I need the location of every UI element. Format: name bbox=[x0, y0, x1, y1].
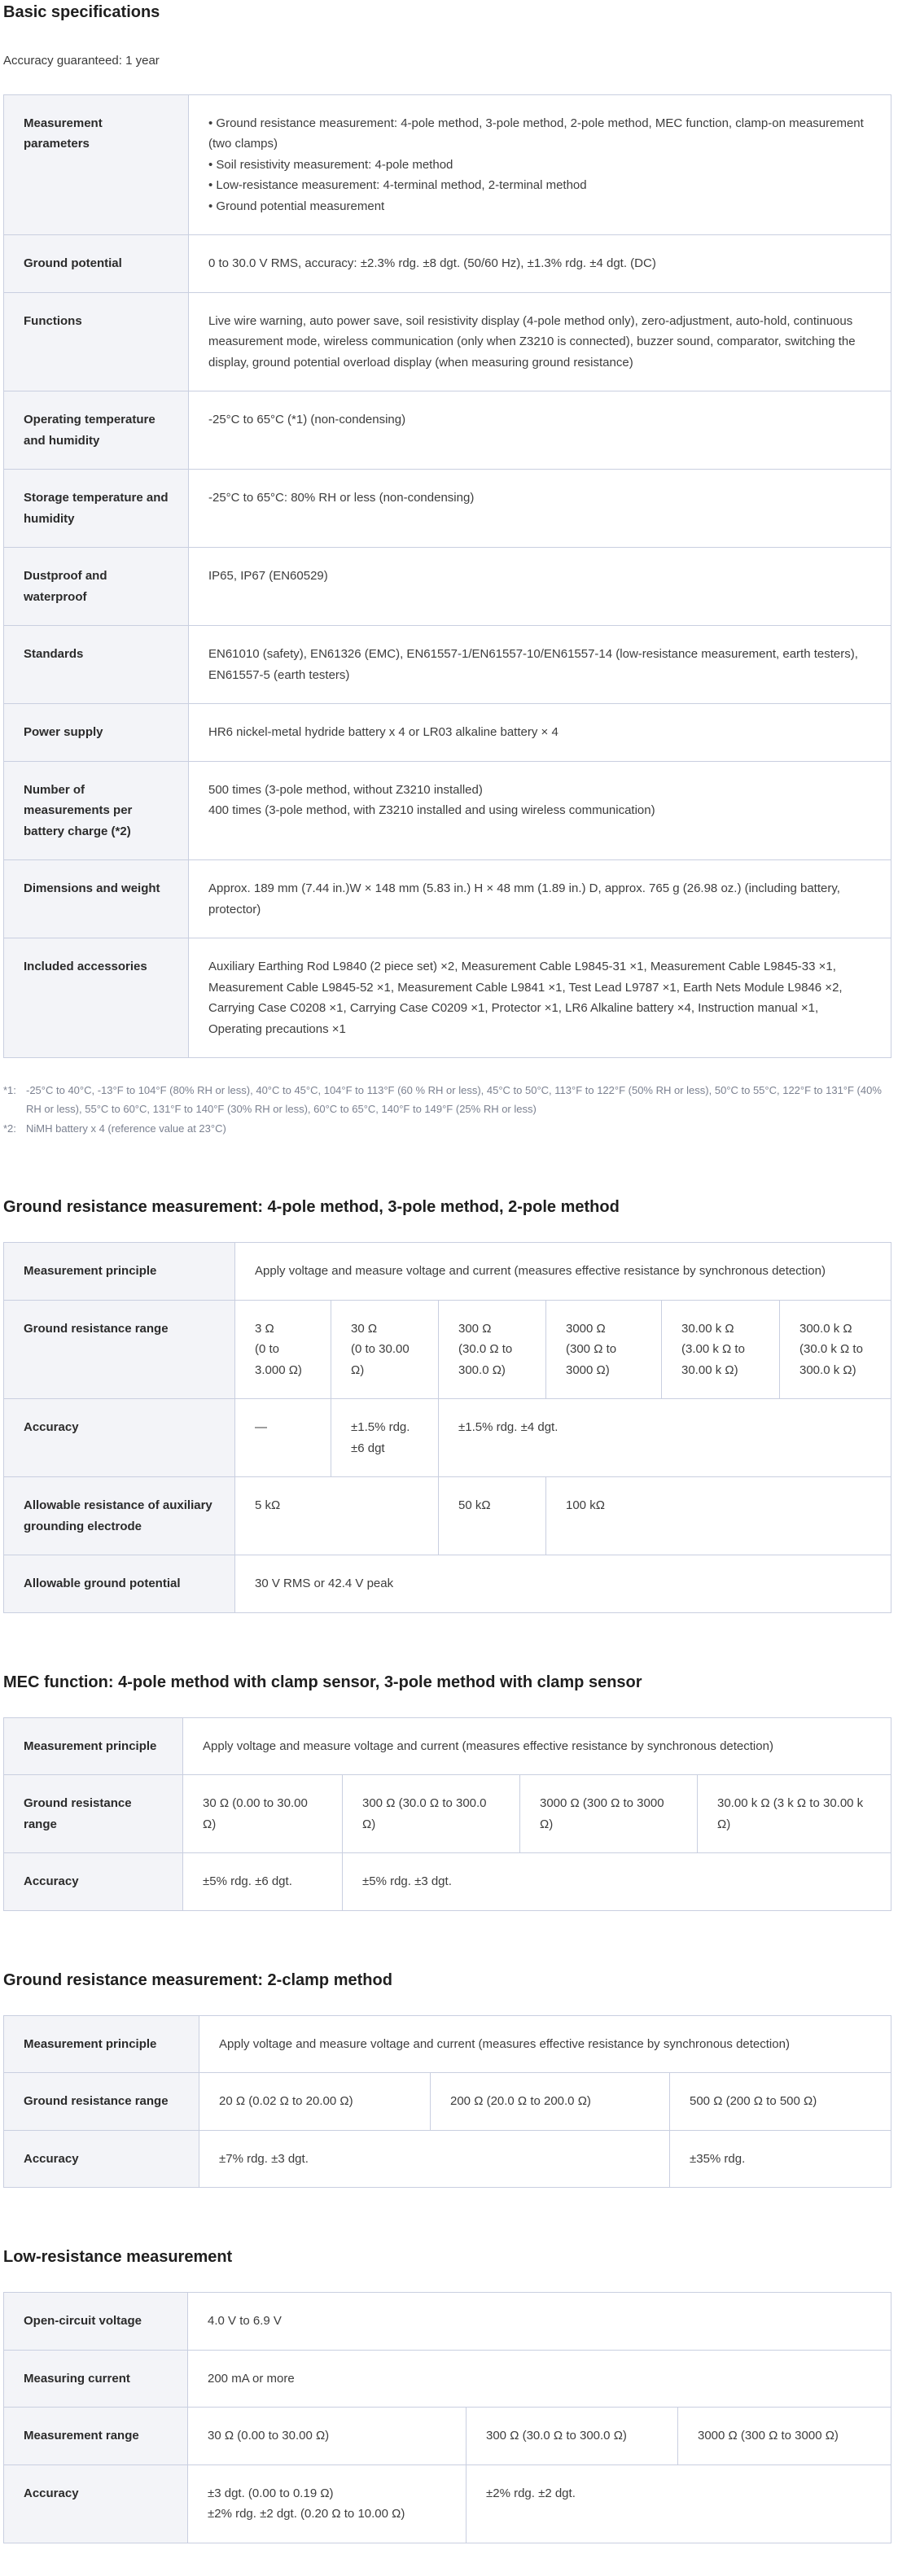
table-row bbox=[4, 235, 891, 293]
list-item: 500 times (3-pole method, without Z3210 installed) bbox=[208, 782, 483, 797]
lowres-section bbox=[3, 2246, 891, 2543]
range-span: (0 to 30.00 bbox=[351, 1342, 410, 1357]
range-cell: 300 Ω (30.0 Ω to 300.0 Ω) bbox=[343, 1775, 520, 1853]
mec-table bbox=[3, 1717, 891, 1911]
mec-section bbox=[3, 1672, 891, 1911]
ground-4pole-table bbox=[3, 1242, 891, 1613]
row-label: Measurement principle bbox=[4, 2015, 199, 2073]
range-span: 3.000 Ω) bbox=[255, 1362, 302, 1377]
range-cell bbox=[235, 1300, 331, 1399]
accuracy-cell: ±1.5% rdg. ±4 dgt. bbox=[439, 1399, 891, 1477]
row-label: Accuracy bbox=[4, 1853, 183, 1911]
list-item: 400 times (3-pole method, with Z3210 installed and using wireless communication) bbox=[208, 803, 655, 817]
table-row bbox=[4, 1399, 891, 1477]
row-label: Number of measurements per battery charge (*2) bbox=[4, 761, 189, 860]
row-label: Measurement principle bbox=[4, 1717, 183, 1775]
row-value: Live wire warning, auto power save, soil resistivity display (4-pole method only), zero-adjustment, auto-hold, continuous measurement mode, wireless communication (only when Z3210 is connected), buzzer sound, comparator, switching the display, ground potential overload display (when measuring ground resistance) bbox=[189, 292, 891, 391]
accuracy-guaranteed: Accuracy guaranteed: 1 year bbox=[3, 54, 160, 68]
row-label: Measurement range bbox=[4, 2408, 188, 2465]
range-cell: 30 Ω (0.00 to 30.00 Ω) bbox=[188, 2408, 467, 2465]
range-cell: 500 Ω (200 Ω to 500 Ω) bbox=[670, 2073, 891, 2131]
range-span: 30.00 k Ω) bbox=[681, 1362, 738, 1377]
table-row bbox=[4, 1300, 891, 1399]
range-cell: 200 Ω (20.0 Ω to 200.0 Ω) bbox=[431, 2073, 670, 2131]
table-row bbox=[4, 470, 891, 548]
accuracy-line: ±2% rdg. ±2 dgt. (0.20 Ω to 10.00 Ω) bbox=[208, 2507, 405, 2521]
range-name: 300.0 k Ω bbox=[799, 1321, 852, 1336]
row-value: EN61010 (safety), EN61326 (EMC), EN61557-1/EN61557-10/EN61557-14 (low-resistance measurement, earth testers), EN61557-5 (earth testers) bbox=[189, 626, 891, 704]
list-item: • Low-resistance measurement: 4-terminal method, 2-terminal method bbox=[208, 178, 587, 192]
section-title: Ground resistance measurement: 4-pole method, 3-pole method, 2-pole method bbox=[3, 1198, 620, 1217]
range-name: 300 Ω bbox=[458, 1321, 492, 1336]
row-label: Accuracy bbox=[4, 2464, 188, 2543]
table-row bbox=[4, 1775, 891, 1853]
accuracy-cell: — bbox=[235, 1399, 331, 1477]
footnote-text: -25°C to 40°C, -13°F to 104°F (80% RH or less), 40°C to 45°C, 104°F to 113°F (60 % RH or less), 45°C to 50°C, 113°F to 122°F (50% RH or less), 50°C to 55°C, 122°F to 131°F (40% RH or less), 55°C to 60°C, 131°F to 140°F (30% RH or less), 60°C to 65°C, 140°F to 149°F (25% RH or less) bbox=[26, 1084, 882, 1116]
footnote-mark: *2: bbox=[3, 1122, 16, 1135]
row-label: Ground resistance range bbox=[4, 1300, 235, 1399]
allowable-res-cell: 5 kΩ bbox=[235, 1477, 439, 1555]
row-value: Apply voltage and measure voltage and current (measures effective resistance by synchronous detection) bbox=[183, 1717, 891, 1775]
table-row bbox=[4, 626, 891, 704]
table-row bbox=[4, 2408, 891, 2465]
table-row bbox=[4, 1853, 891, 1911]
range-cell bbox=[439, 1300, 546, 1399]
range-span: (0 to bbox=[255, 1342, 280, 1357]
range-name: 30.00 k Ω bbox=[681, 1321, 734, 1336]
basic-spec-table bbox=[3, 94, 891, 1059]
row-label: Standards bbox=[4, 626, 189, 704]
range-span: (30.0 Ω to bbox=[458, 1342, 513, 1357]
row-label: Functions bbox=[4, 292, 189, 391]
table-row bbox=[4, 2130, 891, 2188]
accuracy-line: ±1.5% rdg. bbox=[351, 1420, 410, 1435]
clamp2-table bbox=[3, 2015, 891, 2189]
footnote bbox=[3, 1081, 891, 1119]
range-cell bbox=[546, 1300, 662, 1399]
row-value: Approx. 189 mm (7.44 in.)W × 148 mm (5.83 in.) H × 48 mm (1.89 in.) D, approx. 765 g (26.98 oz.) (including battery, protector) bbox=[189, 860, 891, 938]
range-span: 300.0 Ω) bbox=[458, 1362, 506, 1377]
table-row bbox=[4, 761, 891, 860]
footnotes bbox=[3, 1081, 891, 1138]
row-label: Storage temperature and humidity bbox=[4, 470, 189, 548]
range-cell: 300 Ω (30.0 Ω to 300.0 Ω) bbox=[467, 2408, 678, 2465]
row-label: Dustproof and waterproof bbox=[4, 548, 189, 626]
section-title: Low-resistance measurement bbox=[3, 2248, 233, 2267]
range-span: (30.0 k Ω to bbox=[799, 1342, 863, 1357]
table-row bbox=[4, 2015, 891, 2073]
table-row bbox=[4, 704, 891, 762]
row-value: 0 to 30.0 V RMS, accuracy: ±2.3% rdg. ±8 dgt. (50/60 Hz), ±1.3% rdg. ±4 dgt. (DC) bbox=[189, 235, 891, 293]
row-label: Measurement principle bbox=[4, 1243, 235, 1301]
range-cell bbox=[662, 1300, 780, 1399]
row-label: Measurement parameters bbox=[4, 94, 189, 235]
range-span: (300 Ω to bbox=[566, 1342, 617, 1357]
table-row bbox=[4, 548, 891, 626]
accuracy-line: ±6 dgt bbox=[351, 1441, 385, 1455]
row-label: Dimensions and weight bbox=[4, 860, 189, 938]
list-item: • Ground potential measurement bbox=[208, 199, 385, 213]
row-label: Allowable resistance of auxiliary grounding electrode bbox=[4, 1477, 235, 1555]
range-cell: 30 Ω (0.00 to 30.00 Ω) bbox=[183, 1775, 343, 1853]
table-row bbox=[4, 2293, 891, 2351]
accuracy-cell: ±7% rdg. ±3 dgt. bbox=[199, 2130, 670, 2188]
row-value: 30 V RMS or 42.4 V peak bbox=[235, 1555, 891, 1613]
accuracy-cell bbox=[188, 2464, 467, 2543]
range-name: 3000 Ω bbox=[566, 1321, 606, 1336]
table-row bbox=[4, 938, 891, 1058]
row-value: 200 mA or more bbox=[188, 2350, 891, 2408]
table-row bbox=[4, 94, 891, 235]
table-row bbox=[4, 1555, 891, 1613]
accuracy-cell: ±5% rdg. ±6 dgt. bbox=[183, 1853, 343, 1911]
table-row bbox=[4, 860, 891, 938]
row-label: Ground potential bbox=[4, 235, 189, 293]
section-title: Ground resistance measurement: 2-clamp method bbox=[3, 1970, 392, 1989]
footnote bbox=[3, 1119, 891, 1138]
accuracy-line: ±3 dgt. (0.00 to 0.19 Ω) bbox=[208, 2486, 334, 2500]
row-label: Operating temperature and humidity bbox=[4, 391, 189, 470]
table-row bbox=[4, 1717, 891, 1775]
range-name: 30 Ω bbox=[351, 1321, 378, 1336]
range-cell: 3000 Ω (300 Ω to 3000 Ω) bbox=[678, 2408, 891, 2465]
accuracy-cell: ±35% rdg. bbox=[670, 2130, 891, 2188]
row-label: Open-circuit voltage bbox=[4, 2293, 188, 2351]
list-item: • Soil resistivity measurement: 4-pole method bbox=[208, 157, 453, 172]
row-label: Ground resistance range bbox=[4, 2073, 199, 2131]
ground-4pole-section bbox=[3, 1196, 891, 1613]
accuracy-cell bbox=[331, 1399, 439, 1477]
range-span: (3.00 k Ω to bbox=[681, 1342, 745, 1357]
row-value: IP65, IP67 (EN60529) bbox=[189, 548, 891, 626]
clamp2-section bbox=[3, 1970, 891, 2189]
row-label: Ground resistance range bbox=[4, 1775, 183, 1853]
table-row bbox=[4, 2464, 891, 2543]
range-name: 3 Ω bbox=[255, 1321, 274, 1336]
row-value: Apply voltage and measure voltage and current (measures effective resistance by synchronous detection) bbox=[235, 1243, 891, 1301]
range-cell: 30.00 k Ω (3 k Ω to 30.00 k Ω) bbox=[698, 1775, 891, 1853]
basic-spec-title: Basic specifications bbox=[3, 3, 160, 21]
range-span: 3000 Ω) bbox=[566, 1362, 610, 1377]
row-value bbox=[189, 94, 891, 235]
row-label: Allowable ground potential bbox=[4, 1555, 235, 1613]
row-value: -25°C to 65°C (*1) (non-condensing) bbox=[189, 391, 891, 470]
table-row bbox=[4, 2350, 891, 2408]
footnote-text: NiMH battery x 4 (reference value at 23°C) bbox=[26, 1122, 226, 1135]
section-title: MEC function: 4-pole method with clamp sensor, 3-pole method with clamp sensor bbox=[3, 1673, 642, 1691]
footnote-mark: *1: bbox=[3, 1084, 16, 1096]
row-value: Auxiliary Earthing Rod L9840 (2 piece set) ×2, Measurement Cable L9845-31 ×1, Measurement Cable L9845-33 ×1, Measurement Cable L9845-52 ×1, Measurement Cable L9841 ×1, Test Lead L9787 ×1, Earth Nets Module L9846 ×2, Carrying Case C0208 ×1, Carrying Case C0209 ×1, Protector ×1, LR6 Alkaline battery ×4, Instruction manual ×1, Operating precautions ×1 bbox=[189, 938, 891, 1058]
accuracy-cell: ±2% rdg. ±2 dgt. bbox=[467, 2464, 891, 2543]
range-cell bbox=[331, 1300, 439, 1399]
range-cell bbox=[780, 1300, 891, 1399]
row-label: Included accessories bbox=[4, 938, 189, 1058]
row-label: Measuring current bbox=[4, 2350, 188, 2408]
range-span: 300.0 k Ω) bbox=[799, 1362, 856, 1377]
row-value: -25°C to 65°C: 80% RH or less (non-condensing) bbox=[189, 470, 891, 548]
table-row bbox=[4, 391, 891, 470]
lowres-table bbox=[3, 2292, 891, 2543]
list-item: • Ground resistance measurement: 4-pole method, 3-pole method, 2-pole method, MEC function, clamp-on measurement (two clamps) bbox=[208, 116, 864, 151]
range-cell: 3000 Ω (300 Ω to 3000 Ω) bbox=[520, 1775, 698, 1853]
row-value: 4.0 V to 6.9 V bbox=[188, 2293, 891, 2351]
table-row bbox=[4, 292, 891, 391]
allowable-res-cell: 100 kΩ bbox=[546, 1477, 891, 1555]
accuracy-cell: ±5% rdg. ±3 dgt. bbox=[343, 1853, 891, 1911]
table-row bbox=[4, 2073, 891, 2131]
allowable-res-cell: 50 kΩ bbox=[439, 1477, 546, 1555]
range-cell: 20 Ω (0.02 Ω to 20.00 Ω) bbox=[199, 2073, 431, 2131]
row-value: HR6 nickel-metal hydride battery x 4 or LR03 alkaline battery × 4 bbox=[189, 704, 891, 762]
row-label: Accuracy bbox=[4, 2130, 199, 2188]
table-row bbox=[4, 1477, 891, 1555]
row-label: Accuracy bbox=[4, 1399, 235, 1477]
row-label: Power supply bbox=[4, 704, 189, 762]
table-row bbox=[4, 1243, 891, 1301]
row-value: Apply voltage and measure voltage and current (measures effective resistance by synchronous detection) bbox=[199, 2015, 891, 2073]
row-value bbox=[189, 761, 891, 860]
range-span: Ω) bbox=[351, 1362, 365, 1377]
